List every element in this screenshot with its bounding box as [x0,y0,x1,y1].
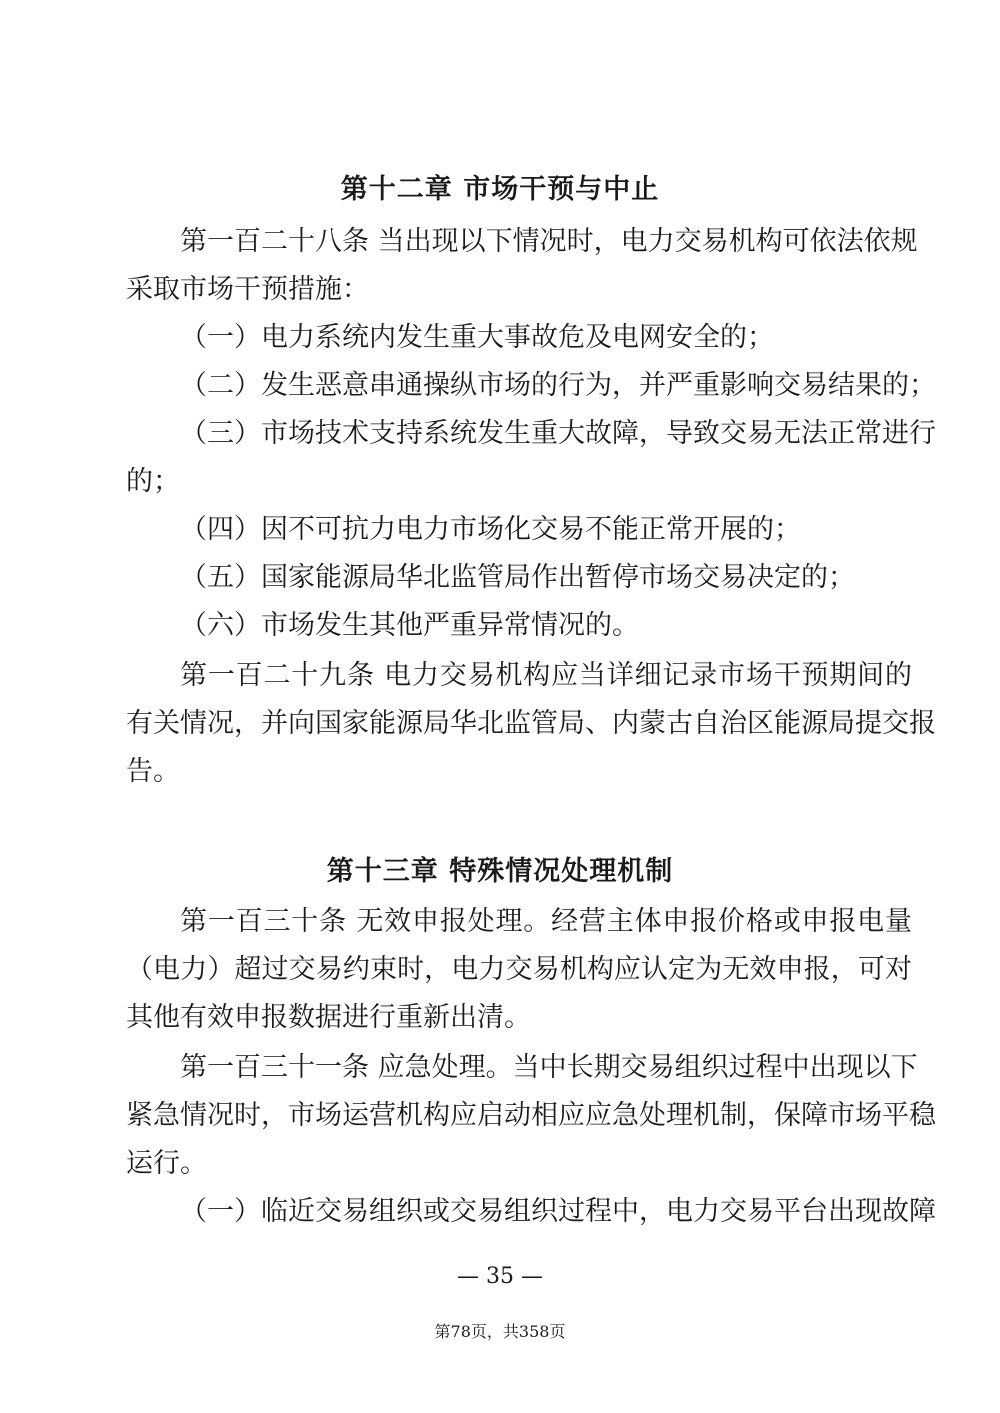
chapter-13-heading: 第十三章 特殊情况处理机制 [326,856,674,887]
article-129-line-3: 告。 [126,756,180,787]
article-130-line-3: 其他有效申报数据进行重新出清。 [126,1002,531,1033]
item-3-line-2: 的； [126,466,180,497]
article-131-item-1: （一）临近交易组织或交易组织过程中，电力交易平台出现故障 [180,1196,936,1227]
article-128-line-1: 第一百二十八条 当出现以下情况时，电力交易机构可依法依规 [180,226,918,257]
page-count: 第78页，共358页 [434,1322,566,1341]
article-131-line-1: 第一百三十一条 应急处理。当中长期交易组织过程中出现以下 [180,1052,918,1083]
item-4: （四）因不可抗力电力市场化交易不能正常开展的； [180,514,801,545]
article-131-line-3: 运行。 [126,1148,207,1179]
item-3-line-1: （三）市场技术支持系统发生重大故障，导致交易无法正常进行 [180,418,936,449]
item-1: （一）电力系统内发生重大事故危及电网安全的； [180,322,774,353]
page-number: — 35 — [457,1264,543,1289]
article-129-line-1: 第一百二十九条 电力交易机构应当详细记录市场干预期间的 [180,660,912,691]
article-129-line-2: 有关情况，并向国家能源局华北监管局、内蒙古自治区能源局提交报 [126,708,936,739]
article-130-line-1: 第一百三十条 无效申报处理。经营主体申报价格或申报电量 [180,906,912,937]
article-128-line-2: 采取市场干预措施： [126,274,369,305]
item-6: （六）市场发生其他严重异常情况的。 [180,610,639,641]
item-2: （二）发生恶意串通操纵市场的行为，并严重影响交易结果的； [180,370,936,401]
article-130-line-2: （电力）超过交易约束时，电力交易机构应认定为无效申报，可对 [126,954,912,985]
chapter-12-heading: 第十二章 市场干预与中止 [340,174,660,205]
item-5: （五）国家能源局华北监管局作出暂停市场交易决定的； [180,562,855,593]
article-131-line-2: 紧急情况时，市场运营机构应启动相应应急处理机制，保障市场平稳 [126,1100,936,1131]
